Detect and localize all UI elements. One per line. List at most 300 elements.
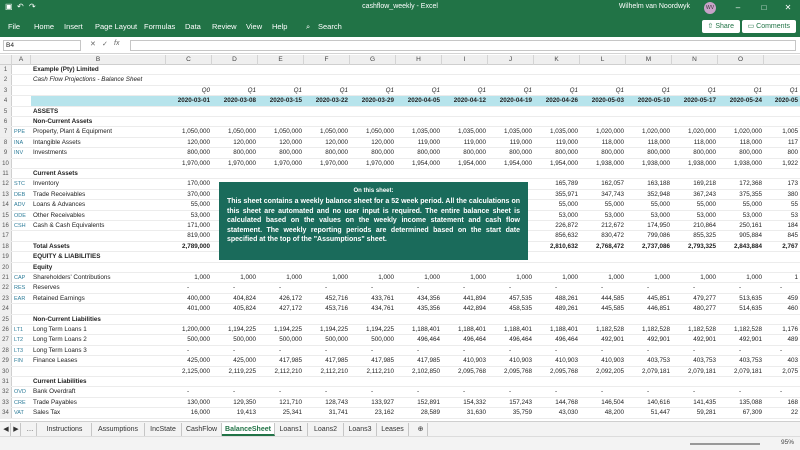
cell-value[interactable]: 118,000	[693, 138, 716, 146]
row-code[interactable]: ADV	[14, 202, 26, 209]
cell-value[interactable]: 1,020,000	[733, 128, 762, 136]
cell-value[interactable]: 800,000	[601, 149, 624, 157]
row-code[interactable]: RES	[14, 285, 26, 292]
cell-value[interactable]: 120,000	[325, 138, 348, 146]
row-label[interactable]: Reserves	[33, 284, 60, 292]
row-label[interactable]: Current Liabilities	[33, 378, 87, 385]
cell-value[interactable]: Q0	[201, 86, 210, 94]
cell-value[interactable]: -	[600, 346, 604, 354]
cell-value[interactable]: 488,261	[555, 294, 578, 302]
cell-value[interactable]: 380	[787, 190, 798, 198]
cell-value[interactable]: 144,768	[555, 398, 578, 406]
row-code[interactable]: PPE	[14, 129, 26, 136]
cell-value[interactable]: Q1	[753, 86, 762, 94]
row-label[interactable]: Equity	[33, 263, 53, 271]
row-label[interactable]: Long Term Loans 3	[33, 346, 87, 354]
sheet-tab[interactable]: Instructions	[38, 423, 92, 436]
prev-sheet-icon[interactable]: ◀	[2, 423, 11, 436]
row-label[interactable]: Property, Plant & Equipment	[33, 128, 112, 136]
column-header[interactable]: G	[350, 55, 396, 65]
row-number[interactable]: 12	[0, 179, 12, 188]
cell-value[interactable]: 2,112,210	[320, 367, 348, 375]
row-number[interactable]: 11	[0, 169, 12, 178]
cell-value[interactable]: 210,864	[693, 222, 716, 229]
undo-icon[interactable]: ↶	[17, 2, 24, 11]
row-label[interactable]: Sales Tax	[33, 409, 61, 417]
cell-value[interactable]: -	[186, 346, 190, 354]
cell-value[interactable]: 489	[787, 336, 798, 344]
cell-value[interactable]: 23,162	[374, 409, 394, 417]
cell-value[interactable]: -	[462, 346, 466, 354]
row-code[interactable]: INV	[14, 150, 24, 157]
cell-value[interactable]: 492,901	[693, 336, 716, 344]
tab-file[interactable]: File	[8, 22, 21, 31]
cell-value[interactable]: 53,000	[696, 211, 716, 219]
cell-value[interactable]: 800,000	[739, 149, 762, 157]
row-label[interactable]: Trade Receivables	[33, 190, 86, 198]
cell-value[interactable]: 1,922	[782, 159, 798, 167]
cell-value[interactable]: 119,000	[463, 138, 486, 146]
row-label[interactable]: Long Term Loans 2	[33, 336, 87, 344]
search-icon[interactable]: ⌕	[306, 22, 311, 31]
cell-value[interactable]: 121,710	[279, 398, 302, 406]
cell-value[interactable]: 800,000	[463, 149, 486, 157]
cell-value[interactable]: 2,079,181	[641, 367, 670, 375]
cell-value[interactable]: 184	[787, 222, 798, 229]
cell-value[interactable]: -	[508, 388, 512, 396]
cell-value[interactable]: 800,000	[555, 149, 578, 157]
cell-value[interactable]: 2020-03-29	[361, 97, 394, 105]
cell-value[interactable]: 427,172	[279, 305, 302, 313]
row-number[interactable]: 18	[0, 242, 12, 251]
cell-value[interactable]: 434,356	[417, 294, 440, 302]
cell-value[interactable]: 403,753	[739, 357, 762, 365]
cancel-icon[interactable]: ✕	[90, 41, 96, 48]
row-number[interactable]: 28	[0, 346, 12, 355]
cell-value[interactable]: 118,000	[647, 138, 670, 146]
cell-value[interactable]: -	[416, 284, 420, 292]
cell-value[interactable]: 500,000	[187, 336, 210, 344]
cell-value[interactable]: 458,535	[509, 305, 532, 313]
cell-value[interactable]: -	[232, 346, 236, 354]
cell-value[interactable]: 1,188,401	[549, 326, 578, 333]
row-label[interactable]: Trade Payables	[33, 398, 77, 406]
cell-value[interactable]: 375,355	[739, 190, 762, 198]
cell-value[interactable]: -	[508, 346, 512, 354]
cell-value[interactable]: 480,277	[693, 305, 716, 313]
cell-value[interactable]: 1,035,000	[457, 128, 486, 136]
cell-value[interactable]: 2020-05-03	[591, 97, 624, 105]
cell-value[interactable]: 800,000	[187, 149, 210, 157]
row-number[interactable]: 7	[0, 127, 12, 136]
cell-value[interactable]: 845	[787, 232, 798, 240]
cell-value[interactable]: 51,447	[650, 409, 670, 417]
cell-value[interactable]: -	[738, 346, 742, 354]
cell-value[interactable]: 250,161	[739, 222, 762, 229]
sheet-tab[interactable]: Assumptions	[92, 423, 145, 436]
cell-value[interactable]: 1,020,000	[687, 128, 716, 136]
cell-value[interactable]: 53,000	[604, 211, 624, 219]
cell-value[interactable]: 169,218	[693, 180, 716, 188]
cell-value[interactable]: -	[462, 388, 466, 396]
cell-value[interactable]: 1,188,401	[503, 326, 532, 333]
cell-value[interactable]: 120,000	[279, 138, 302, 146]
cell-value[interactable]: -	[692, 346, 696, 354]
cell-value[interactable]: 434,761	[371, 305, 394, 313]
cell-value[interactable]: 856,632	[555, 232, 578, 240]
avatar[interactable]: WV	[704, 2, 716, 14]
cell-value[interactable]: Q1	[477, 86, 486, 94]
cell-value[interactable]: 172,368	[739, 180, 762, 188]
cell-value[interactable]: 1,000	[424, 274, 440, 281]
cell-value[interactable]: 457,535	[509, 294, 532, 302]
cell-value[interactable]: -	[508, 284, 512, 292]
row-number[interactable]: 24	[0, 304, 12, 313]
column-header[interactable]: C	[166, 55, 212, 65]
cell-value[interactable]: 212,672	[601, 222, 624, 229]
row-number[interactable]: 17	[0, 231, 12, 240]
redo-icon[interactable]: ↷	[29, 2, 36, 11]
minimize-icon[interactable]: –	[735, 3, 741, 12]
column-header[interactable]: L	[580, 55, 626, 65]
row-label[interactable]: Current Assets	[33, 170, 78, 177]
add-sheet-icon[interactable]: ⊕	[414, 423, 428, 436]
cell-value[interactable]: -	[779, 346, 783, 354]
column-header[interactable]: E	[258, 55, 304, 65]
cell-value[interactable]: 2,767	[782, 242, 798, 250]
row-number[interactable]: 19	[0, 252, 12, 261]
cell-value[interactable]: 355,971	[555, 190, 578, 198]
cell-value[interactable]: 426,172	[279, 294, 302, 302]
cell-value[interactable]: 1,000	[378, 274, 394, 281]
cell-value[interactable]: 1,194,225	[365, 326, 394, 333]
row-label[interactable]: Cash Flow Projections - Balance Sheet	[33, 76, 143, 84]
cell-value[interactable]: -	[554, 346, 558, 354]
cell-value[interactable]: 352,948	[647, 190, 670, 198]
function-icon[interactable]: fx	[114, 40, 120, 47]
cell-value[interactable]: 1,182,528	[595, 326, 624, 333]
tab-insert[interactable]: Insert	[64, 22, 83, 31]
cell-value[interactable]: -	[600, 284, 604, 292]
row-number[interactable]: 5	[0, 107, 12, 116]
row-label[interactable]: Intangible Assets	[33, 138, 81, 146]
cell-value[interactable]: 2020-03-22	[315, 97, 348, 105]
cell-value[interactable]: -	[600, 388, 604, 396]
cell-value[interactable]: 120,000	[371, 138, 394, 146]
cell-value[interactable]: 53	[790, 211, 798, 219]
cell-value[interactable]: 140,616	[647, 398, 670, 406]
row-code[interactable]: INA	[14, 139, 24, 146]
cell-value[interactable]: 1,020,000	[641, 128, 670, 136]
row-number[interactable]: 32	[0, 387, 12, 396]
row-number[interactable]: 31	[0, 377, 12, 386]
cell-value[interactable]: 129,350	[233, 398, 256, 406]
cell-value[interactable]: 819,000	[187, 232, 210, 240]
autosave-icon[interactable]: ▣	[5, 2, 13, 11]
sheet-tab[interactable]: BalanceSheet	[222, 423, 275, 436]
cell-value[interactable]: -	[186, 284, 190, 292]
cell-value[interactable]: -	[186, 388, 190, 396]
cell-value[interactable]: 479,277	[693, 294, 716, 302]
row-number[interactable]: 27	[0, 335, 12, 344]
maximize-icon[interactable]: □	[761, 3, 767, 12]
cell-value[interactable]: 405,824	[233, 305, 256, 313]
cell-value[interactable]: 496,464	[555, 336, 578, 344]
cell-value[interactable]: -	[738, 284, 742, 292]
row-label[interactable]: Shareholders' Contributions	[33, 274, 111, 281]
cell-value[interactable]: 1,200,000	[181, 326, 210, 333]
row-number[interactable]: 26	[0, 325, 12, 334]
cell-value[interactable]: 157,243	[509, 398, 532, 406]
cell-value[interactable]: -	[779, 284, 783, 292]
zoom-level[interactable]: 95%	[780, 439, 794, 446]
row-number[interactable]: 14	[0, 200, 12, 209]
cell-value[interactable]: 170,000	[187, 180, 210, 188]
row-number[interactable]: 13	[0, 190, 12, 199]
cell-value[interactable]: 403	[787, 357, 798, 365]
cell-value[interactable]: 1,970,000	[319, 159, 348, 167]
cell-value[interactable]: 370,000	[187, 190, 210, 198]
row-label[interactable]: Retained Earnings	[33, 294, 85, 302]
cell-value[interactable]: 367,243	[693, 190, 716, 198]
cell-value[interactable]: 410,903	[463, 357, 486, 365]
cell-value[interactable]: -	[232, 284, 236, 292]
cell-value[interactable]: 146,504	[601, 398, 624, 406]
cell-value[interactable]: 2,810,632	[549, 242, 578, 250]
cell-value[interactable]: -	[692, 388, 696, 396]
column-header[interactable]: F	[304, 55, 350, 65]
enter-icon[interactable]: ✓	[102, 41, 108, 48]
row-code[interactable]: FIN	[14, 358, 23, 365]
row-code[interactable]: OVD	[14, 389, 26, 396]
cell-value[interactable]: 2,112,210	[274, 367, 302, 375]
cell-value[interactable]: 25,341	[282, 409, 302, 417]
cell-value[interactable]: 800,000	[279, 149, 302, 157]
cell-value[interactable]: 446,851	[647, 305, 670, 313]
row-code[interactable]: ODE	[14, 212, 26, 219]
cell-value[interactable]: 1,970,000	[181, 159, 210, 167]
row-label[interactable]: Non-Current Liabilities	[33, 315, 101, 323]
zoom-slider[interactable]	[690, 443, 760, 445]
sheet-tab[interactable]: Leases	[377, 423, 409, 436]
cell-value[interactable]: 425,000	[233, 357, 256, 365]
cell-value[interactable]: 410,903	[601, 357, 624, 365]
cell-value[interactable]: 2,737,086	[641, 242, 670, 250]
cell-value[interactable]: 1,938,000	[595, 159, 624, 167]
cell-value[interactable]: 67,309	[742, 409, 762, 417]
cell-value[interactable]: 492,901	[739, 336, 762, 344]
tab-view[interactable]: View	[246, 22, 263, 31]
cell-value[interactable]: 154,332	[463, 398, 486, 406]
row-number[interactable]: 30	[0, 367, 12, 376]
cell-value[interactable]: Q1	[293, 86, 302, 94]
row-number[interactable]: 2	[0, 75, 12, 84]
cell-value[interactable]: 55,000	[696, 201, 716, 209]
cell-value[interactable]: 1,970,000	[273, 159, 302, 167]
cell-value[interactable]: 120,000	[233, 138, 256, 146]
row-number[interactable]: 8	[0, 138, 12, 147]
cell-value[interactable]: 1,050,000	[273, 128, 302, 136]
cell-value[interactable]: 496,464	[417, 336, 440, 344]
cell-value[interactable]: 1,000	[332, 274, 348, 281]
cell-value[interactable]: -	[324, 284, 328, 292]
column-header[interactable]: O	[718, 55, 764, 65]
row-code[interactable]: LT1	[14, 327, 24, 333]
user-name[interactable]: Wilhelm van Noordwyk	[618, 3, 690, 10]
cell-value[interactable]: -	[554, 284, 558, 292]
cell-value[interactable]: 417,985	[279, 357, 302, 365]
cell-value[interactable]: 1,970,000	[365, 159, 394, 167]
cell-value[interactable]: 1,000	[608, 274, 624, 281]
cell-value[interactable]: 152,891	[417, 398, 440, 406]
cell-value[interactable]: 1,938,000	[687, 159, 716, 167]
cell-value[interactable]: -	[278, 388, 282, 396]
cell-value[interactable]: 496,464	[463, 336, 486, 344]
cell-value[interactable]: 347,743	[601, 190, 624, 198]
cell-value[interactable]: 403,753	[647, 357, 670, 365]
cell-value[interactable]: 1,050,000	[227, 128, 256, 136]
cell-value[interactable]: 2020-04-26	[545, 97, 578, 105]
cell-value[interactable]: 800,000	[233, 149, 256, 157]
cell-value[interactable]: 163,188	[647, 180, 670, 188]
cell-value[interactable]: 130,000	[187, 398, 210, 406]
column-header[interactable]: J	[488, 55, 534, 65]
cell-value[interactable]: 1,035,000	[549, 128, 578, 136]
row-number[interactable]: 9	[0, 148, 12, 157]
cell-value[interactable]: 2,079,181	[733, 367, 762, 375]
cell-value[interactable]: 417,985	[371, 357, 394, 365]
cell-value[interactable]: 53,000	[190, 211, 210, 219]
cell-value[interactable]: 2,095,768	[503, 367, 532, 375]
cell-value[interactable]: 120,000	[187, 138, 210, 146]
row-label[interactable]: Investments	[33, 149, 67, 157]
cell-value[interactable]: 417,985	[325, 357, 348, 365]
sheet-tab[interactable]: Loans2	[308, 423, 344, 436]
tab-page-layout[interactable]: Page Layout	[95, 22, 138, 31]
row-number[interactable]: 15	[0, 211, 12, 220]
row-number[interactable]: 33	[0, 398, 12, 407]
cell-value[interactable]: Q1	[707, 86, 716, 94]
cell-value[interactable]: 400,000	[187, 294, 210, 302]
cell-value[interactable]: 830,472	[601, 232, 624, 240]
cell-value[interactable]: 453,716	[325, 305, 348, 313]
cell-value[interactable]: 43,030	[558, 409, 578, 417]
cell-value[interactable]: -	[646, 284, 650, 292]
cell-value[interactable]: -	[779, 388, 783, 396]
tab-help[interactable]: Help	[272, 22, 288, 31]
row-code[interactable]: LT3	[14, 347, 24, 354]
row-label[interactable]: Finance Leases	[33, 357, 78, 365]
cell-value[interactable]: 1,954,000	[503, 159, 532, 167]
cell-value[interactable]: 1,194,225	[273, 326, 302, 333]
cell-value[interactable]: 118,000	[601, 138, 624, 146]
cell-value[interactable]: 444,585	[601, 294, 624, 302]
row-label[interactable]: Long Term Loans 1	[33, 326, 87, 333]
row-label[interactable]: Non-Current Assets	[33, 118, 93, 125]
cell-value[interactable]: 1,035,000	[503, 128, 532, 136]
cell-value[interactable]: 404,824	[233, 294, 256, 302]
row-label[interactable]: Inventory	[33, 180, 59, 188]
cell-value[interactable]: -	[738, 388, 742, 396]
cell-value[interactable]: 165,789	[555, 180, 578, 188]
row-code[interactable]: CAP	[14, 275, 26, 281]
row-number[interactable]: 21	[0, 273, 12, 282]
cell-value[interactable]: 2020-05	[774, 97, 798, 105]
row-number[interactable]: 3	[0, 86, 12, 95]
cell-value[interactable]: 1,000	[240, 274, 256, 281]
row-number[interactable]: 1	[0, 65, 12, 74]
cell-value[interactable]: 1,020,000	[595, 128, 624, 136]
cell-value[interactable]: 492,901	[647, 336, 670, 344]
cell-value[interactable]: 48,200	[604, 409, 624, 417]
cell-value[interactable]: 2,843,884	[733, 242, 762, 250]
cell-value[interactable]: 22	[790, 409, 798, 417]
cell-value[interactable]: 1,176	[782, 326, 798, 333]
cell-value[interactable]: 800,000	[417, 149, 440, 157]
cell-value[interactable]: 2,112,210	[366, 367, 394, 375]
row-code[interactable]: VAT	[14, 410, 24, 417]
cell-value[interactable]: 2020-03-08	[223, 97, 256, 105]
cell-value[interactable]: 1,938,000	[641, 159, 670, 167]
cell-value[interactable]: 2,095,768	[549, 367, 578, 375]
cell-value[interactable]: Q1	[615, 86, 624, 94]
cell-value[interactable]: -	[324, 346, 328, 354]
cell-value[interactable]: Q1	[523, 86, 532, 94]
cell-value[interactable]: -	[692, 284, 696, 292]
row-number[interactable]: 10	[0, 159, 12, 168]
cell-value[interactable]: 1,000	[562, 274, 578, 281]
cell-value[interactable]: 16,000	[190, 409, 210, 417]
cell-value[interactable]: 496,464	[509, 336, 532, 344]
cell-value[interactable]: 2,095,768	[457, 367, 486, 375]
cell-value[interactable]: 445,585	[601, 305, 624, 313]
cell-value[interactable]: 489,261	[555, 305, 578, 313]
cell-value[interactable]: 2,079,181	[687, 367, 716, 375]
cell-value[interactable]: 173	[787, 180, 798, 188]
row-number[interactable]: 29	[0, 356, 12, 365]
row-number[interactable]: 34	[0, 408, 12, 417]
cell-value[interactable]: Q1	[789, 86, 798, 94]
comments-button[interactable]	[742, 20, 796, 33]
more-sheets-icon[interactable]: …	[24, 423, 37, 436]
cell-value[interactable]: 55,000	[604, 201, 624, 209]
cell-value[interactable]: 1,954,000	[457, 159, 486, 167]
sheet-tab[interactable]: IncState	[145, 423, 182, 436]
cell-value[interactable]: Q1	[431, 86, 440, 94]
cell-value[interactable]: -	[646, 346, 650, 354]
cell-value[interactable]: -	[278, 346, 282, 354]
cell-value[interactable]: 168	[787, 398, 798, 406]
column-header[interactable]: K	[534, 55, 580, 65]
cell-value[interactable]: 19,413	[236, 409, 256, 417]
cell-value[interactable]: 1,005	[782, 128, 798, 136]
cell-value[interactable]: 1,050,000	[365, 128, 394, 136]
row-number[interactable]: 22	[0, 283, 12, 292]
cell-value[interactable]: 118,000	[739, 138, 762, 146]
cell-value[interactable]: 2,075	[782, 367, 798, 375]
tab-home[interactable]: Home	[34, 22, 55, 31]
cell-value[interactable]: 459	[787, 294, 798, 302]
cell-value[interactable]: 55,000	[190, 201, 210, 209]
cell-value[interactable]: 31,741	[328, 409, 348, 417]
cell-value[interactable]: 425,000	[187, 357, 210, 365]
cell-value[interactable]: 55,000	[558, 201, 578, 209]
row-label[interactable]: Example (Pty) Limited	[33, 66, 99, 73]
cell-value[interactable]: 410,903	[555, 357, 578, 365]
column-header[interactable]: A	[12, 55, 31, 65]
cell-value[interactable]: -	[370, 388, 374, 396]
row-code[interactable]: CRE	[14, 399, 26, 406]
